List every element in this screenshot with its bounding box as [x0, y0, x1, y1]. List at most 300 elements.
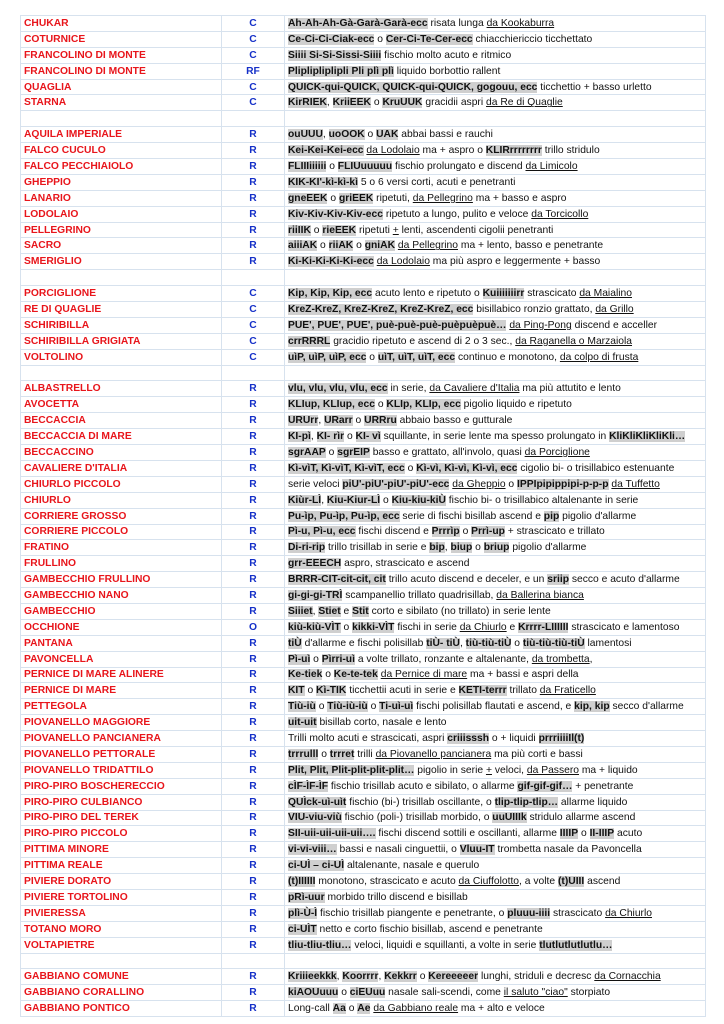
call-description	[285, 333, 706, 349]
description-text: o	[380, 494, 392, 506]
call-description	[285, 572, 706, 588]
call-type-code: C	[222, 47, 285, 63]
call-type-code: C	[222, 333, 285, 349]
call-phonetic: Kip, Kip, Kip, ecc	[288, 288, 373, 300]
call-description	[285, 651, 706, 667]
description-text: acuto lento e ripetuto o	[372, 288, 483, 300]
description-text: o	[340, 621, 353, 633]
table-row	[21, 699, 706, 715]
species-name: SACRO	[21, 238, 222, 254]
call-type-code: R	[222, 985, 285, 1001]
call-description	[285, 476, 706, 492]
description-text: 5 o 6 versi corti, acuti e penetranti	[357, 176, 516, 188]
table-row	[21, 95, 706, 111]
species-name: SCHIRIBILLA GRIGIATA	[21, 333, 222, 349]
similar-species-ref: +	[392, 224, 399, 236]
call-phonetic: tliu-tliu-tliu…	[288, 939, 352, 951]
call-phonetic: KIK-KI'-kì-kì-kì	[288, 176, 358, 188]
table-row	[21, 190, 706, 206]
species-name	[21, 365, 222, 381]
call-phonetic: IPPIpipippipi-p-p-p	[517, 478, 609, 490]
similar-species-ref: da Chiurlo	[459, 621, 507, 633]
call-type-code: R	[222, 174, 285, 190]
call-phonetic: Pu-ìp, Pu-ìp, Pu-ìp, ecc	[288, 510, 400, 522]
call-phonetic: criiisssh	[447, 733, 490, 745]
table-row	[21, 445, 706, 461]
call-phonetic: KirRIEK	[288, 97, 327, 109]
call-description	[285, 349, 706, 365]
description-text: ,	[589, 653, 593, 665]
call-phonetic: biup	[450, 542, 473, 554]
table-row	[21, 79, 706, 95]
call-type-code: R	[222, 238, 285, 254]
table-row	[21, 492, 706, 508]
call-phonetic: Stit	[352, 605, 369, 617]
description-text: bisillabico ronzio grattato,	[473, 303, 596, 315]
table-row	[21, 556, 706, 572]
call-type-code: R	[222, 921, 285, 937]
call-type-code: C	[222, 302, 285, 318]
call-type-code: R	[222, 826, 285, 842]
description-text: ,	[310, 431, 317, 443]
call-phonetic: Ae	[357, 1003, 371, 1015]
call-phonetic: sgrAAP	[288, 446, 326, 458]
description-text: ,	[336, 971, 343, 983]
call-description	[285, 715, 706, 731]
call-type-code: R	[222, 588, 285, 604]
call-type-code: R	[222, 715, 285, 731]
description-text: ,	[322, 129, 329, 141]
similar-species-ref: da Limicolo	[525, 160, 578, 172]
description-text: fischi in serie	[394, 621, 460, 633]
description-text: o + liquidi	[489, 733, 539, 745]
description-text: ,	[378, 971, 385, 983]
table-row	[21, 889, 706, 905]
call-phonetic: (t)IIIIII	[288, 876, 316, 888]
call-phonetic: kikki-VÌT	[352, 621, 395, 633]
table-row	[21, 413, 706, 429]
call-description	[285, 159, 706, 175]
species-name: QUAGLIA	[21, 79, 222, 95]
table-row	[21, 826, 706, 842]
call-type-code: R	[222, 127, 285, 143]
call-phonetic: Tiù-iù-iù	[327, 701, 368, 713]
call-phonetic: Ke-tiek	[288, 669, 323, 681]
description-text: d'allarme e fischi polisillab	[301, 637, 427, 649]
call-description	[285, 667, 706, 683]
call-description	[285, 731, 706, 747]
call-type-code: R	[222, 143, 285, 159]
table-row	[21, 397, 706, 413]
call-phonetic: ci-UÌT	[288, 923, 317, 935]
description-text: + strascicato e trillato	[504, 526, 605, 538]
table-row	[21, 206, 706, 222]
description-text: e	[340, 605, 353, 617]
species-name: PETTEGOLA	[21, 699, 222, 715]
species-name: AVOCETTA	[21, 397, 222, 413]
description-text: liquido borbottio rallent	[393, 65, 501, 77]
description-text: Trilli molto acuti e strascicati, aspri	[288, 733, 448, 745]
call-type-code: R	[222, 969, 285, 985]
description-text: netto e corto fischio bisillab, ascend e penetrante	[316, 923, 543, 935]
species-name: GABBIANO PONTICO	[21, 1001, 222, 1017]
call-phonetic: tlutlutlutlutlu…	[539, 939, 613, 951]
call-type-code: R	[222, 413, 285, 429]
call-phonetic: Koorrrr	[342, 971, 379, 983]
species-name	[21, 953, 222, 969]
call-type-code: R	[222, 746, 285, 762]
species-name: PORCIGLIONE	[21, 286, 222, 302]
call-phonetic: Aa	[332, 1003, 346, 1015]
description-text: o	[317, 240, 329, 252]
call-phonetic: rieEEK	[322, 224, 357, 236]
species-name: STARNA	[21, 95, 222, 111]
call-description	[285, 826, 706, 842]
description-text: lenti, ascendenti cigolii penetranti	[398, 224, 554, 236]
description-text: o	[511, 637, 523, 649]
similar-species-ref: da Re di Quaglie	[486, 97, 563, 109]
call-description	[285, 603, 706, 619]
description-text: o	[310, 653, 322, 665]
description-text: o	[374, 399, 387, 411]
call-phonetic: Ti-uì-uì	[379, 701, 414, 713]
table-row	[21, 63, 706, 79]
species-name: PERNICE DI MARE ALINERE	[21, 667, 222, 683]
call-description	[285, 778, 706, 794]
call-phonetic: kip, kip	[574, 701, 610, 713]
description-text: pigolio liquido e ripetuto	[460, 399, 572, 411]
call-phonetic: Kereeeeer	[428, 971, 479, 983]
call-phonetic: Pìrri-uì	[321, 653, 355, 665]
description-text: fischio bi- o trisillabico altalenante in serie	[445, 494, 639, 506]
description-text: ma più attutito e lento	[519, 383, 621, 395]
call-phonetic: (t)UIII	[557, 876, 585, 888]
species-name: PANTANA	[21, 635, 222, 651]
call-type-code: R	[222, 429, 285, 445]
call-phonetic: FLIIIiiiiii	[288, 160, 327, 172]
call-type-code: R	[222, 206, 285, 222]
table-row	[21, 524, 706, 540]
species-name: FRATINO	[21, 540, 222, 556]
similar-species-ref: +	[485, 764, 492, 776]
call-type-code: R	[222, 1001, 285, 1017]
call-phonetic: crrRRRL	[288, 335, 331, 347]
call-phonetic: Kì-TIK	[316, 685, 347, 697]
call-phonetic: griEEK	[338, 192, 374, 204]
call-type-code: R	[222, 508, 285, 524]
description-text: corto e sibilato (no trillato) in serie lente	[368, 605, 551, 617]
description-text: nasale sali-scendi, come	[385, 987, 504, 999]
call-description	[285, 270, 706, 286]
call-phonetic: Di-ri-rip	[288, 542, 326, 554]
table-row	[21, 286, 706, 302]
similar-species-ref: da Grillo	[595, 303, 634, 315]
description-text: secco e acuto d'allarme	[569, 574, 680, 586]
description-text: strascicato e lamentoso	[568, 621, 680, 633]
call-phonetic: tiÙ	[288, 637, 302, 649]
call-phonetic: Ki-Ki-Ki-Ki-Ki-ecc	[288, 256, 374, 268]
call-type-code: R	[222, 492, 285, 508]
table-row	[21, 127, 706, 143]
description-text: o	[352, 415, 365, 427]
call-type-code: R	[222, 667, 285, 683]
description-text: ma più aspro e leggermente + basso	[429, 256, 601, 268]
call-type-code: R	[222, 476, 285, 492]
table-row	[21, 858, 706, 874]
call-phonetic: pluuu-iiii	[507, 907, 551, 919]
description-text: trillo acuto discend e deceler, e un	[385, 574, 548, 586]
species-name: LODOLAIO	[21, 206, 222, 222]
description-text: in serie,	[387, 383, 430, 395]
call-phonetic: kiAOUuuu	[288, 987, 339, 999]
call-phonetic: ouUUU	[288, 129, 323, 141]
call-type-code: C	[222, 317, 285, 333]
table-row	[21, 794, 706, 810]
species-name: CAVALIERE D'ITALIA	[21, 460, 222, 476]
similar-species-ref: da trombetta	[531, 653, 590, 665]
description-text: gracidii aspri	[422, 97, 487, 109]
call-type-code: C	[222, 79, 285, 95]
description-text: ma + bassi e aspri della	[467, 669, 579, 681]
table-body	[21, 16, 706, 1017]
call-description	[285, 985, 706, 1001]
description-text: serie di fischi bisillab ascend e	[399, 510, 544, 522]
similar-species-ref: da Ping-Pong	[509, 319, 572, 331]
table-row	[21, 651, 706, 667]
description-text: continuo e monotono,	[455, 351, 560, 363]
call-type-code: R	[222, 159, 285, 175]
description-text: ma + liquido	[578, 764, 638, 776]
call-phonetic: KLIp, KLIp, ecc	[386, 399, 461, 411]
description-text: discend e acceller	[571, 319, 658, 331]
call-phonetic: aiiiAK	[288, 240, 318, 252]
species-name	[21, 270, 222, 286]
description-text: ,	[318, 415, 325, 427]
description-text: ascend	[584, 876, 621, 888]
species-name: PITTIMA REALE	[21, 858, 222, 874]
description-text: trillo stridulo	[541, 145, 600, 157]
similar-species-ref: da colpo di frusta	[559, 351, 639, 363]
description-text: abbaio basso e gutturale	[396, 415, 513, 427]
call-phonetic: vlu, vlu, vlu, vlu, ecc	[288, 383, 388, 395]
description-text: ,	[444, 542, 451, 554]
description-text: o	[327, 192, 339, 204]
description-text: risata lunga	[427, 17, 487, 29]
call-description	[285, 889, 706, 905]
description-text: ripetuti,	[373, 192, 413, 204]
similar-species-ref: da Maialino	[579, 288, 632, 300]
call-description	[285, 79, 706, 95]
description-text: acuto	[614, 828, 643, 840]
similar-species-ref: da Torcicollo	[531, 208, 589, 220]
description-text: o	[370, 97, 383, 109]
call-phonetic: sriip	[547, 574, 569, 586]
call-phonetic: VIU-viu-viù	[288, 812, 342, 824]
call-phonetic: uit-uit	[288, 717, 317, 729]
description-text: o	[578, 828, 590, 840]
similar-species-ref: da Pellegrino	[397, 240, 458, 252]
table-row	[21, 603, 706, 619]
call-phonetic: Pì-u, Pì-u, ecc	[288, 526, 356, 538]
call-phonetic: KI-pì	[288, 431, 311, 443]
species-name: BECCACCIA	[21, 413, 222, 429]
species-name: PIOVANELLO PETTORALE	[21, 746, 222, 762]
species-name: PIVIERE TORTOLINO	[21, 889, 222, 905]
table-row	[21, 333, 706, 349]
table-row	[21, 317, 706, 333]
species-name: GAMBECCHIO	[21, 603, 222, 619]
call-description	[285, 47, 706, 63]
table-row	[21, 381, 706, 397]
description-text: allarme liquido	[558, 796, 628, 808]
species-name: SMERIGLIO	[21, 254, 222, 270]
description-text: ticchettio + basso urletto	[537, 81, 652, 93]
description-text: strascicato	[550, 907, 606, 919]
table-row	[21, 778, 706, 794]
table-row	[21, 937, 706, 953]
call-type-code: R	[222, 254, 285, 270]
call-description	[285, 445, 706, 461]
separator-row	[21, 365, 706, 381]
description-text: trombetta nasale da Pavoncella	[494, 844, 642, 856]
call-phonetic: pip	[543, 510, 560, 522]
bird-calls-table	[20, 15, 706, 1017]
call-phonetic: Kekkrr	[384, 971, 417, 983]
description-text: veloci,	[491, 764, 527, 776]
call-phonetic: Kì-vì, Kì-vì, Kì-vì, ecc	[416, 462, 518, 474]
call-phonetic: gif-gif-gif…	[517, 780, 573, 792]
similar-species-ref: da Ciuffolotto	[458, 876, 520, 888]
call-phonetic: Prrrìp	[431, 526, 460, 538]
similar-species-ref: da Pellegrino	[412, 192, 473, 204]
separator-row	[21, 953, 706, 969]
similar-species-ref: da Gheppio	[452, 478, 506, 490]
table-row	[21, 667, 706, 683]
call-phonetic: QUICK-qui-QUICK, QUICK-qui-QUICK, gogouu, ecc	[288, 81, 538, 93]
call-type-code	[222, 111, 285, 127]
description-text: e	[506, 621, 519, 633]
similar-species-ref: il saluto "ciao"	[503, 987, 568, 999]
similar-species-ref: da Lodolaio	[376, 256, 430, 268]
call-phonetic: Krrrr-LIIIIII	[518, 621, 569, 633]
table-row	[21, 731, 706, 747]
description-text: ma + aspro o	[419, 145, 486, 157]
call-type-code: R	[222, 889, 285, 905]
call-phonetic: QUÌck-uì-uìt	[288, 796, 347, 808]
call-phonetic: Kiu-Kiur-LÌ	[326, 494, 381, 506]
table-row	[21, 238, 706, 254]
call-type-code: R	[222, 572, 285, 588]
description-text: ma più corti e bassi	[491, 748, 583, 760]
call-phonetic: Kì-vìT, Kì-vìT, Kì-vìT, ecc	[288, 462, 405, 474]
call-type-code: R	[222, 524, 285, 540]
call-phonetic: prrriiiiIl(t)	[538, 733, 585, 745]
call-phonetic: Ah-Ah-Ah-Gà-Garà-Garà-ecc	[288, 17, 428, 29]
call-description	[285, 858, 706, 874]
call-phonetic: Tiù-iù	[288, 701, 316, 713]
call-description	[285, 794, 706, 810]
species-name: PIRO-PIRO PICCOLO	[21, 826, 222, 842]
call-description	[285, 222, 706, 238]
species-name: PIVIERESSA	[21, 905, 222, 921]
species-name: FRANCOLINO DI MONTE	[21, 63, 222, 79]
description-text: morbido trillo discend e bisillab	[324, 891, 468, 903]
call-type-code: R	[222, 794, 285, 810]
call-phonetic: KreZ-KreZ, KreZ-KreZ, KreZ-KreZ, ecc	[288, 303, 474, 315]
description-text: basso e grattato, all'involo, quasi	[369, 446, 525, 458]
call-description	[285, 762, 706, 778]
call-type-code: C	[222, 16, 285, 32]
call-description	[285, 206, 706, 222]
description-text: o	[318, 748, 330, 760]
description-text: o	[353, 240, 365, 252]
call-phonetic: KruUUK	[382, 97, 423, 109]
table-row	[21, 635, 706, 651]
description-text: o	[364, 129, 377, 141]
call-phonetic: tiù-tiù-tiÙ	[465, 637, 512, 649]
species-name: PAVONCELLA	[21, 651, 222, 667]
species-name: GABBIANO CORALLINO	[21, 985, 222, 1001]
call-type-code	[222, 365, 285, 381]
call-type-code: R	[222, 603, 285, 619]
call-phonetic: Kei-Kei-Kei-ecc	[288, 145, 364, 157]
description-text: scampanellio trillato quadrisillab,	[342, 590, 497, 601]
call-phonetic: pRì-uur	[288, 891, 325, 903]
call-description	[285, 492, 706, 508]
table-row	[21, 222, 706, 238]
description-text: ,	[326, 97, 333, 109]
call-phonetic: riiIIK	[288, 224, 311, 236]
call-phonetic: ci-UÌ – ci-UÌ	[288, 860, 345, 872]
species-name: PIRO-PIRO DEL TEREK	[21, 810, 222, 826]
similar-species-ref: da Ballerina bianca	[496, 590, 584, 601]
description-text: bassi e nasali cinguettii, o	[336, 844, 460, 856]
table-row	[21, 31, 706, 47]
description-text: pigolio d'allarme	[509, 542, 587, 554]
table-row	[21, 174, 706, 190]
table-row	[21, 985, 706, 1001]
call-type-code	[222, 953, 285, 969]
call-description	[285, 588, 706, 604]
call-phonetic: URUrr	[288, 415, 319, 427]
table-row	[21, 969, 706, 985]
species-name: CHIURLO PICCOLO	[21, 476, 222, 492]
species-name: PIRO-PIRO BOSCHERECCIO	[21, 778, 222, 794]
call-phonetic: Kriiieekkk	[288, 971, 337, 983]
description-text: ,	[459, 637, 466, 649]
similar-species-ref: da Lodolaio	[366, 145, 420, 157]
description-text: ticchettii acuti in serie e	[346, 685, 459, 697]
species-name: FALCO CUCULO	[21, 143, 222, 159]
description-text: fischio molto acuto e ritmico	[381, 49, 512, 61]
table-row	[21, 746, 706, 762]
species-name: GAMBECCHIO FRULLINO	[21, 572, 222, 588]
call-description	[285, 810, 706, 826]
call-description	[285, 381, 706, 397]
description-text: o	[505, 478, 517, 490]
species-name: BECCACCIA DI MARE	[21, 429, 222, 445]
bird-calls-sheet	[20, 15, 705, 1017]
description-text: pigolio d'allarme	[559, 510, 637, 522]
call-phonetic: sgrEIP	[337, 446, 370, 458]
call-type-code: R	[222, 445, 285, 461]
description-text: storpiato	[567, 987, 611, 999]
call-type-code: R	[222, 635, 285, 651]
call-phonetic: SII-uii-uii-uii-uii….	[288, 828, 376, 840]
call-type-code: R	[222, 222, 285, 238]
species-name: PIVIERE DORATO	[21, 874, 222, 890]
description-text: o	[404, 462, 417, 474]
